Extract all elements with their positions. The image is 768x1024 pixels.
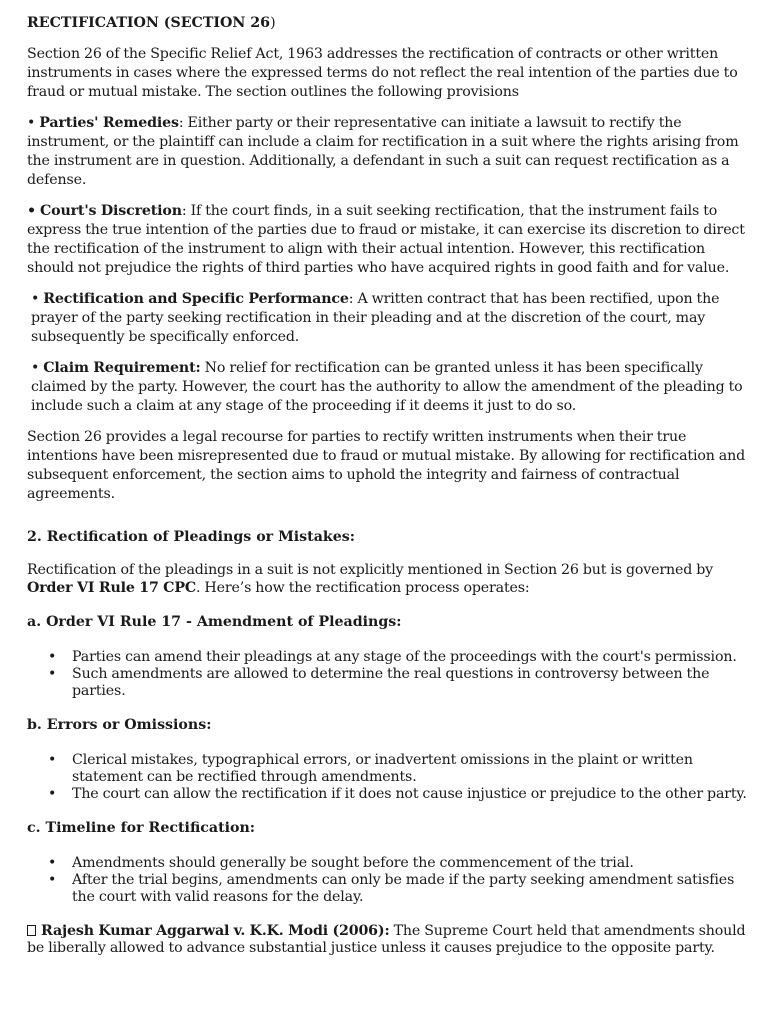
provision-text: No relief for rectification can be granted unless it has been specifically claimed by the party. However, the court has the authority to allow the amendment of the pleading to include such a claim at any stage of the proceeding if it deems it just to do so. <box>31 360 743 414</box>
provision-text: : If the court finds, in a suit seeking rectification, that the instrument fails to express the true intention of the parties due to fraud or mistake, it can exercise its discretion to direct the rectification of the instrument to align with their actual intention. However, this rectification should not prejudice the rights of third parties who have acquired rights in good faith and for value. <box>27 203 745 276</box>
case-citation <box>27 923 748 957</box>
case-text: The Supreme Court held that amendments should be liberally allowed to advance substantial justice unless it causes prejudice to the opposite party. <box>27 923 746 956</box>
provision-term: Claim Requirement: <box>43 360 201 376</box>
list-item <box>48 855 748 872</box>
errors-list <box>27 752 748 803</box>
provision-term: Rectification and Specific Performance <box>43 291 349 307</box>
provision-term: Court's Discretion <box>39 203 182 219</box>
provision-parties-remedies <box>27 114 748 190</box>
list-bullet: • <box>48 786 57 802</box>
list-bullet: • <box>48 752 57 768</box>
summary-paragraph: Section 26 provides a legal recourse for parties to rectify written instruments when their true intentions have been misrepresented due to fraud or mutual mistake. By allowing for rectification and subsequent enforcement, the section aims to uphold the integrity and fairness of contractual agreements. <box>27 429 746 502</box>
amendment-list <box>27 649 748 700</box>
section-2-intro <box>27 562 748 597</box>
list-bullet: • <box>48 666 57 682</box>
list-item <box>48 872 748 906</box>
provision-rectification-specific-performance <box>27 290 748 347</box>
provision-bullet: • <box>27 115 36 131</box>
list-item-text: Parties can amend their pleadings at any stage of the proceedings with the court's permission. <box>72 649 737 665</box>
provision-courts-discretion <box>27 202 748 278</box>
title-close-paren: ) <box>270 15 276 31</box>
subsection-heading-errors: b. Errors or Omissions: <box>27 717 212 733</box>
list-item-text: Amendments should generally be sought before the commencement of the trial. <box>72 855 634 871</box>
provision-term: Parties' Remedies <box>39 115 179 131</box>
page-title <box>27 14 748 33</box>
list-item-text: Clerical mistakes, typographical errors, or inadvertent omissions in the plaint or written statement can be rectified through amendments. <box>72 752 693 785</box>
provision-claim-requirement <box>27 359 748 416</box>
list-item-text: Such amendments are allowed to determine the real questions in controversy between the parties. <box>72 666 710 699</box>
list-item-text: After the trial begins, amendments can only be made if the party seeking amendment satisfies the court with valid reasons for the delay. <box>72 872 735 905</box>
list-item <box>48 752 748 786</box>
provision-bullet: • <box>31 291 40 307</box>
timeline-list <box>27 855 748 906</box>
case-name: Rajesh Kumar Aggarwal v. K.K. Modi (2006): <box>41 923 390 939</box>
list-item-text: The court can allow the rectification if it does not cause injustice or prejudice to the other party. <box>72 786 747 802</box>
intro-paragraph: Section 26 of the Specific Relief Act, 1963 addresses the rectification of contracts or other written instruments in cases where the expressed terms do not reflect the real intention of the parties due to fraud or mutual mistake. The section outlines the following provisions <box>27 46 738 100</box>
subsection-heading-amendment: a. Order VI Rule 17 - Amendment of Pleadings: <box>27 614 402 630</box>
provision-text: : A written contract that has been rectified, upon the prayer of the party seeking rectification in their pleading and at the discretion of the court, may subsequently be specifically enforced. <box>31 291 720 345</box>
section-2-intro-post: . Here’s how the rectification process operates: <box>195 579 530 596</box>
list-item <box>48 649 748 666</box>
title-text: RECTIFICATION (SECTION 26 <box>27 15 271 31</box>
list-item <box>48 666 748 700</box>
list-bullet: • <box>48 872 57 888</box>
order-rule-reference: Order VI Rule 17 CPC <box>27 579 196 596</box>
provision-bullet: • <box>31 360 40 376</box>
provision-bullet: • <box>27 203 36 219</box>
checkbox-glyph-icon <box>27 925 36 936</box>
list-bullet: • <box>48 855 57 871</box>
list-item <box>48 786 748 803</box>
section-2-intro-pre: Rectification of the pleadings in a suit is not explicitly mentioned in Section 26 but is governed by <box>27 562 714 578</box>
provision-text: : Either party or their representative can initiate a lawsuit to rectify the instrument, or the plaintiff can include a claim for rectification in a suit where the rights arising from the instrument are in question. Additionally, a defendant in such a suit can request rectification as a defense. <box>27 115 739 188</box>
subsection-heading-timeline: c. Timeline for Rectification: <box>27 820 256 836</box>
section-2-heading: 2. Rectification of Pleadings or Mistakes: <box>27 529 355 545</box>
list-bullet: • <box>48 649 57 665</box>
